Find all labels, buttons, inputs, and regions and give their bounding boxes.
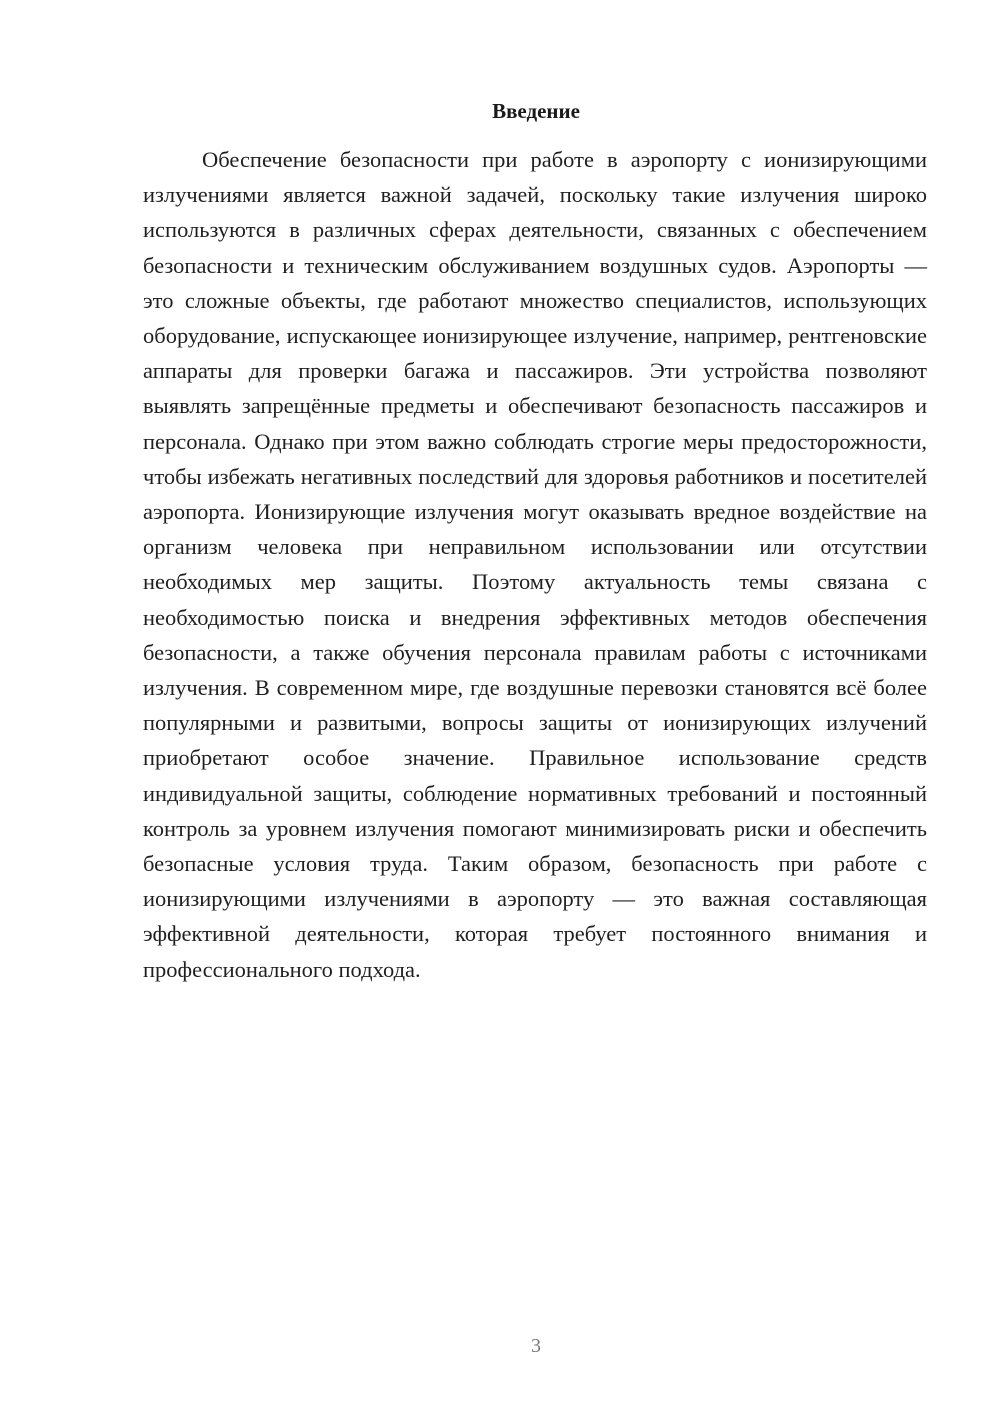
- page-number: 3: [531, 1335, 541, 1357]
- body-paragraph: Обеспечение безопасности при работе в аэропорту с ионизирующими излучениями является важной задачей, поскольку такие излучения широко используются в различных сферах деятельности, связанных с обеспечением безопасности и техническим обслуживанием воздушных судов. Аэропорты — это сложные объекты, где работают множество специалистов, использующих оборудование, испускающее ионизирующее излучение, например, рентгеновские аппараты для проверки багажа и пассажиров. Эти устройства позволяют выявлять запрещённые предметы и обеспечивают безопасность пассажиров и персонала. Однако при этом важно соблюдать строгие меры предосторожности, чтобы избежать негативных последствий для здоровья работников и посетителей аэропорта. Ионизирующие излучения могут оказывать вредное воздействие на организм человека при неправильном использовании или отсутствии необходимых мер защиты. Поэтому актуальность темы связана с необходимостью поиска и внедрения эффективных методов обеспечения безопасности, а также обучения персонала правилам работы с источниками излучения. В современном мире, где воздушные перевозки становятся всё более популярными и развитыми, вопросы защиты от ионизирующих излучений приобретают особое значение. Правильное использование средств индивидуальной защиты, соблюдение нормативных требований и постоянный контроль за уровнем излучения помогают минимизировать риски и обеспечить безопасные условия труда. Таким образом, безопасность при работе с ионизирующими излучениями в аэропорту — это важная составляющая эффективной деятельности, которая требует постоянного внимания и профессионального подхода.: [143, 147, 927, 982]
- section-heading: Введение: [492, 99, 580, 123]
